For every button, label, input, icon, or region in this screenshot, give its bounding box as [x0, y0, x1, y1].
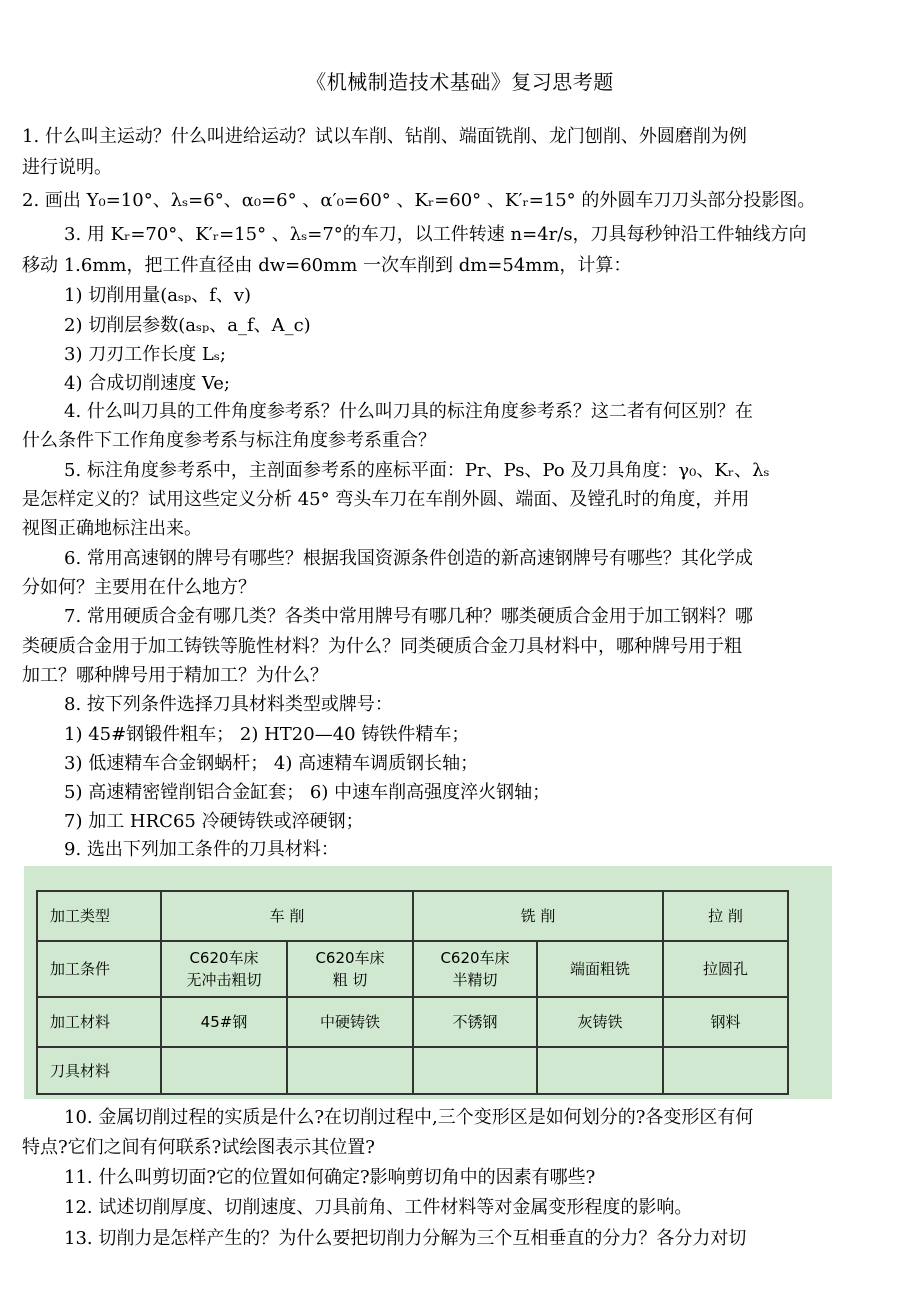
row-label-conditions: 加工条件	[37, 941, 161, 997]
tool-material-cell	[537, 1047, 663, 1094]
tool-material-cell	[161, 1047, 287, 1094]
question-11-line: 11. 什么叫剪切面?它的位置如何确定?影响剪切角中的因素有哪些?	[64, 1167, 596, 1188]
question-5-line-2: 是怎样定义的？试用这些定义分析 45° 弯头车刀在车削外圆、端面、及镗孔时的角度，并用	[22, 489, 750, 510]
condition-cell	[537, 941, 663, 997]
question-1-line-2: 进行说明。	[22, 157, 112, 178]
question-7-line-1: 7. 常用硬质合金有哪几类？各类中常用牌号有哪几种？哪类硬质合金用于加工钢料？哪	[64, 606, 753, 627]
material-cell: 中硬铸铁	[287, 997, 413, 1047]
tool-material-cell	[413, 1047, 537, 1094]
condition-text: 拉圆孔	[702, 960, 748, 978]
question-3-item-2: 2) 切削层参数(aₛₚ、a_f、A_c)	[64, 315, 311, 336]
question-8-item-5-6: 5) 高速精密镗削铝合金缸套； 6) 中速车削高强度淬火钢轴；	[64, 782, 551, 803]
condition-text: 端面粗铣	[569, 960, 630, 978]
table-row	[37, 997, 788, 1047]
group-turning: 车 削	[161, 891, 413, 941]
question-12-line: 12. 试述切削厚度、切削速度、刀具前角、工件材料等对金属变形程度的影响。	[64, 1197, 693, 1218]
condition-cell	[161, 941, 287, 997]
question-8-item-1-2: 1) 45#钢锻件粗车； 2) HT20—40 铸铁件精车；	[64, 724, 470, 745]
question-6-line-1: 6. 常用高速钢的牌号有哪些？根据我国资源条件创造的新高速钢牌号有哪些？其化学成	[64, 548, 753, 569]
table-row	[37, 891, 788, 941]
question-3-item-1: 1) 切削用量(aₛₚ、f、v)	[64, 285, 252, 306]
condition-cell	[663, 941, 788, 997]
table-row	[37, 1047, 788, 1094]
question-3-line-1: 3. 用 Kᵣ=70°、K′ᵣ=15° 、λₛ=7°的车刀，以工件转速 n=4r/s，刀具每秒钟沿工件轴线方向	[64, 224, 807, 245]
group-milling: 铣 削	[413, 891, 663, 941]
material-cell: 不锈钢	[413, 997, 537, 1047]
question-4-line-1: 4. 什么叫刀具的工件角度参考系？什么叫刀具的标注角度参考系？这二者有何区别？在	[64, 401, 753, 422]
question-5-line-3: 视图正确地标注出来。	[22, 518, 202, 539]
tool-material-table-panel	[24, 866, 832, 1099]
condition-text: 半精切	[452, 971, 498, 989]
condition-text: 无冲击粗切	[186, 971, 262, 989]
condition-cell	[413, 941, 537, 997]
condition-text: C620车床	[440, 949, 510, 967]
question-3-item-4: 4) 合成切削速度 Ve;	[64, 373, 230, 394]
question-3-line-2: 移动 1.6mm，把工件直径由 dw=60mm 一次车削到 dm=54mm，计算：	[22, 255, 632, 276]
question-8-line: 8. 按下列条件选择刀具材料类型或牌号：	[64, 694, 393, 715]
question-9-line: 9. 选出下列加工条件的刀具材料：	[64, 839, 339, 860]
document-title: 《机械制造技术基础》复习思考题	[306, 70, 614, 94]
question-8-item-3-4: 3) 低速精车合金钢蜗杆； 4) 高速精车调质钢长轴；	[64, 753, 479, 774]
material-cell: 灰铸铁	[537, 997, 663, 1047]
row-label-process-type: 加工类型	[37, 891, 161, 941]
row-label-tool-material: 刀具材料	[37, 1047, 161, 1094]
question-6-line-2: 分如何？主要用在什么地方？	[22, 577, 256, 598]
question-10-line-2: 特点?它们之间有何联系?试绘图表示其位置?	[22, 1137, 375, 1158]
tool-material-table	[36, 890, 789, 1095]
question-1-line-1: 1. 什么叫主运动？什么叫进给运动？试以车削、钻削、端面铣削、龙门刨削、外圆磨削为例	[22, 126, 747, 147]
question-3-item-3: 3) 刀刃工作长度 Lₛ;	[64, 344, 226, 365]
group-broaching: 拉 削	[663, 891, 788, 941]
question-13-line: 13. 切削力是怎样产生的？为什么要把切削力分解为三个互相垂直的分力？各分力对切	[64, 1228, 747, 1249]
tool-material-cell	[287, 1047, 413, 1094]
condition-cell	[287, 941, 413, 997]
question-10-line-1: 10. 金属切削过程的实质是什么?在切削过程中,三个变形区是如何划分的?各变形区有何	[64, 1107, 754, 1128]
row-label-workpiece-material: 加工材料	[37, 997, 161, 1047]
material-cell: 45#钢	[161, 997, 287, 1047]
question-4-line-2: 什么条件下工作角度参考系与标注角度参考系重合？	[22, 430, 436, 451]
tool-material-cell	[663, 1047, 788, 1094]
question-8-item-7: 7) 加工 HRC65 冷硬铸铁或淬硬钢；	[64, 811, 364, 832]
question-5-line-1: 5. 标注角度参考系中，主剖面参考系的座标平面：Pr、Ps、Po 及刀具角度：γ₀、Kᵣ、λₛ	[64, 460, 770, 481]
question-7-line-3: 加工？哪种牌号用于精加工？为什么？	[22, 665, 328, 686]
question-2-line: 2. 画出 Y₀=10°、λₛ=6°、α₀=6° 、α′₀=60° 、Kᵣ=60° 、K′ᵣ=15° 的外圆车刀刀头部分投影图。	[22, 190, 816, 211]
material-cell: 钢料	[663, 997, 788, 1047]
question-7-line-2: 类硬质合金用于加工铸铁等脆性材料？为什么？同类硬质合金刀具材料中，哪种牌号用于粗	[22, 636, 742, 657]
table-row	[37, 941, 788, 997]
condition-text: 粗 切	[332, 971, 368, 989]
condition-text: C620车床	[189, 949, 259, 967]
condition-text: C620车床	[315, 949, 385, 967]
